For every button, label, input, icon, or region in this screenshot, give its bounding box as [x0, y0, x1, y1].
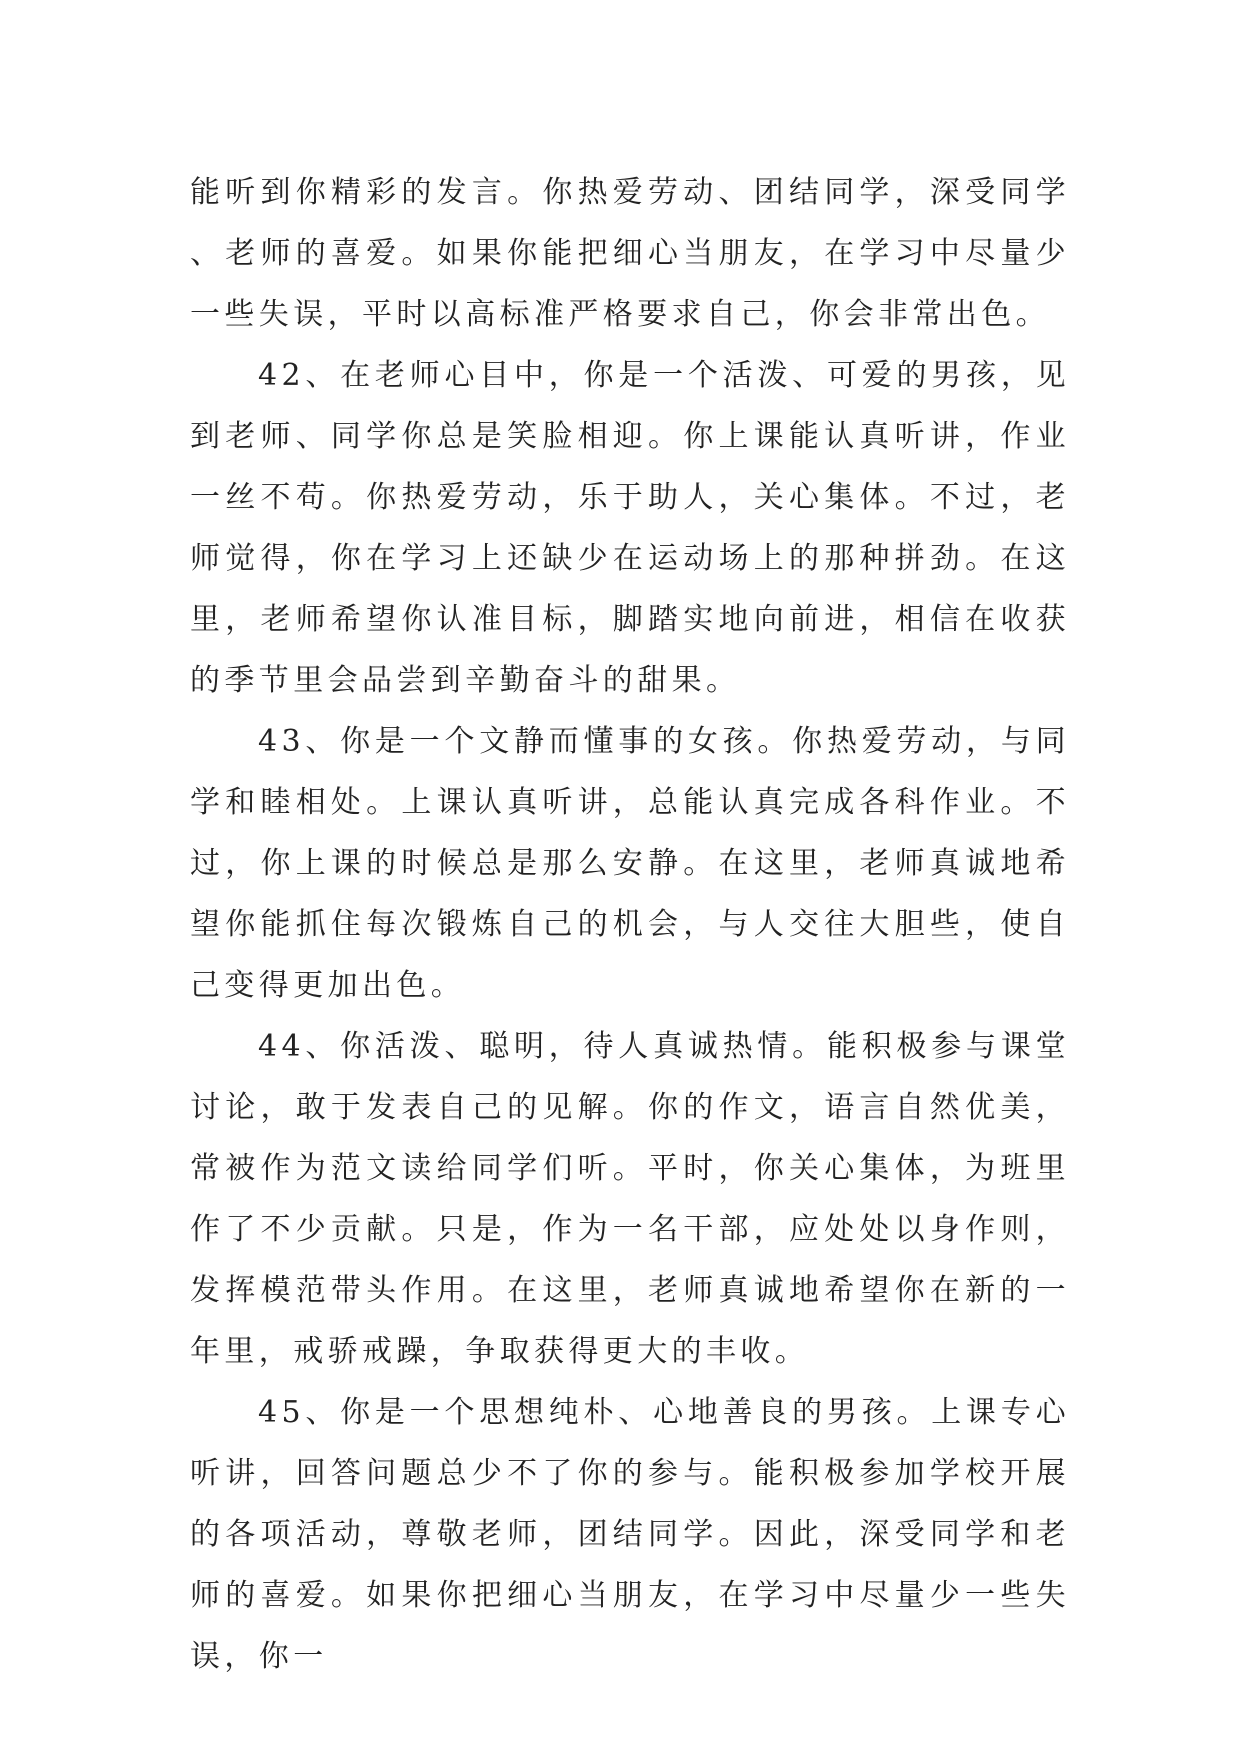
paragraph-45: 45、你是一个思想纯朴、心地善良的男孩。上课专心听讲，回答问题总少不了你的参与。能积极参加学校开展的各项活动，尊敬老师，团结同学。因此，深受同学和老师的喜爱。如果你把细心当朋友，在学习中尽量少一些失误，你一 — [190, 1395, 1070, 1674]
paragraph-44: 44、你活泼、聪明，待人真诚热情。能积极参与课堂讨论，敢于发表自己的见解。你的作文，语言自然优美，常被作为范文读给同学们听。平时，你关心集体，为班里作了不少贡献。只是，作为一名干部，应处处以身作则，发挥模范带头作用。在这里，老师真诚地希望你在新的一年里，戒骄戒躁，争取获得更大的丰收。 — [190, 1029, 1070, 1369]
paragraph-42: 42、在老师心目中，你是一个活泼、可爱的男孩，见到老师、同学你总是笑脸相迎。你上课能认真听讲，作业一丝不苟。你热爱劳动，乐于助人，关心集体。不过，老师觉得，你在学习上还缺少在运动场上的那种拼劲。在这里，老师希望你认准目标，脚踏实地向前进，相信在收获的季节里会品尝到辛勤奋斗的甜果。 — [190, 358, 1070, 698]
document-body — [190, 162, 1070, 1687]
paragraph-43: 43、你是一个文静而懂事的女孩。你热爱劳动，与同学和睦相处。上课认真听讲，总能认真完成各科作业。不过，你上课的时候总是那么安静。在这里，老师真诚地希望你能抓住每次锻炼自己的机会，与人交往大胆些，使自己变得更加出色。 — [190, 724, 1070, 1003]
paragraph-continued: 能听到你精彩的发言。你热爱劳动、团结同学，深受同学、老师的喜爱。如果你能把细心当朋友，在学习中尽量少一些失误，平时以高标准严格要求自己，你会非常出色。 — [190, 175, 1070, 332]
